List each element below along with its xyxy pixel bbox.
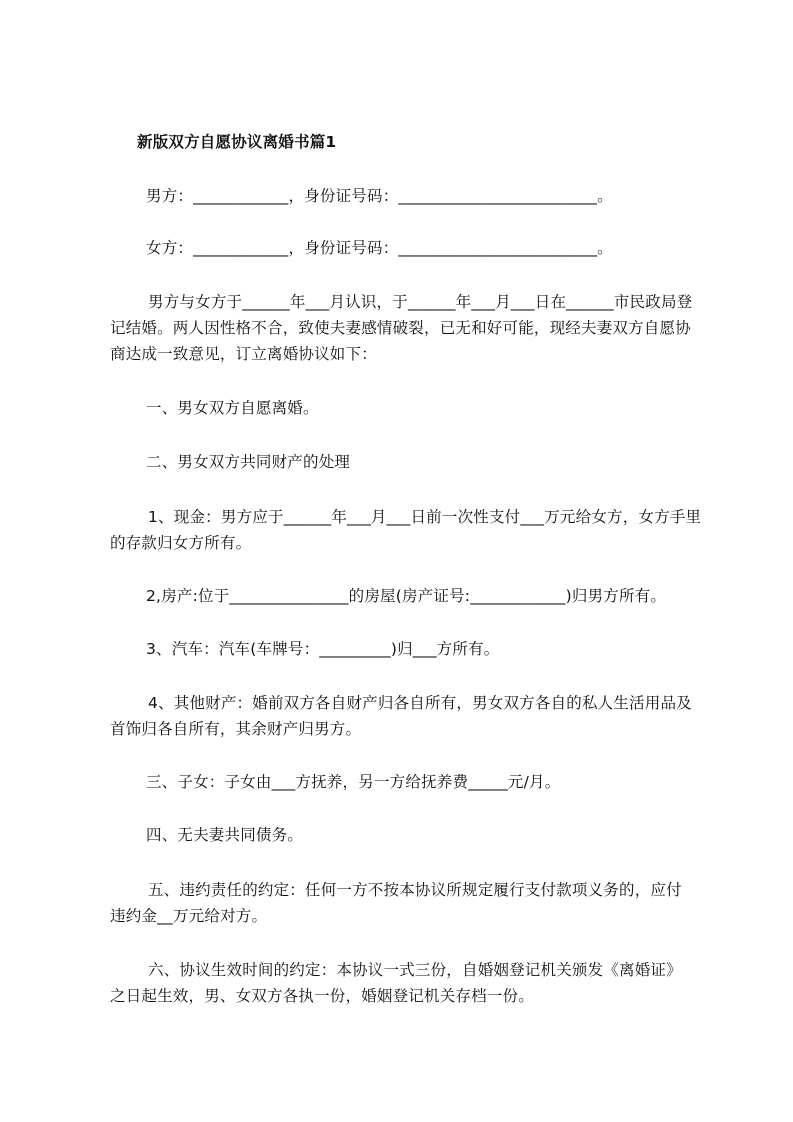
clause-1: 一、男女双方自愿离婚。 [146,399,319,417]
intro-line-1: 男方与女方于______年___月认识，于______年___月___日在______市民政局登 [148,293,693,311]
intro-line-3: 商达成一致意见，订立离婚协议如下： [110,345,377,363]
male-party-line: 男方：____________，身份证号码：_________________________。 [146,187,613,205]
document-title: 新版双方自愿协议离婚书篇1 [137,133,337,151]
item-4-line-1: 4、其他财产：婚前双方各自财产归各自所有，男女双方各自的私人生活用品及 [148,694,692,712]
clause-5-line-1: 五、违约责任的约定：任何一方不按本协议所规定履行支付款项义务的，应付 [148,881,682,899]
item-2: 2,房产:位于_______________的房屋(房产证号:____________)归男方所有。 [146,587,667,605]
clause-5-line-2: 违约金__万元给对方。 [110,907,268,925]
clause-6-line-2: 之日起生效，男、女双方各执一份，婚姻登记机关存档一份。 [110,987,534,1005]
intro-line-2: 记结婚。两人因性格不合，致使夫妻感情破裂，已无和好可能，现经夫妻双方自愿协 [110,319,691,337]
clause-6-line-1: 六、协议生效时间的约定：本协议一式三份，自婚姻登记机关颁发《离婚证》 [148,961,682,979]
item-3: 3、汽车：汽车(车牌号：_________)归___方所有。 [146,640,500,658]
item-1-line-1: 1、现金：男方应于______年___月___日前一次性支付___万元给女方，女方手里 [148,508,702,526]
female-party-line: 女方：____________，身份证号码：_________________________。 [146,239,613,257]
clause-2: 二、男女双方共同财产的处理 [146,453,351,471]
clause-3: 三、子女：子女由___方抚养，另一方给抚养费_____元/月。 [146,773,561,791]
item-1-line-2: 的存款归女方所有。 [110,534,252,552]
clause-4: 四、无夫妻共同债务。 [146,826,304,844]
item-4-line-2: 首饰归各自所有，其余财产归男方。 [110,720,362,738]
